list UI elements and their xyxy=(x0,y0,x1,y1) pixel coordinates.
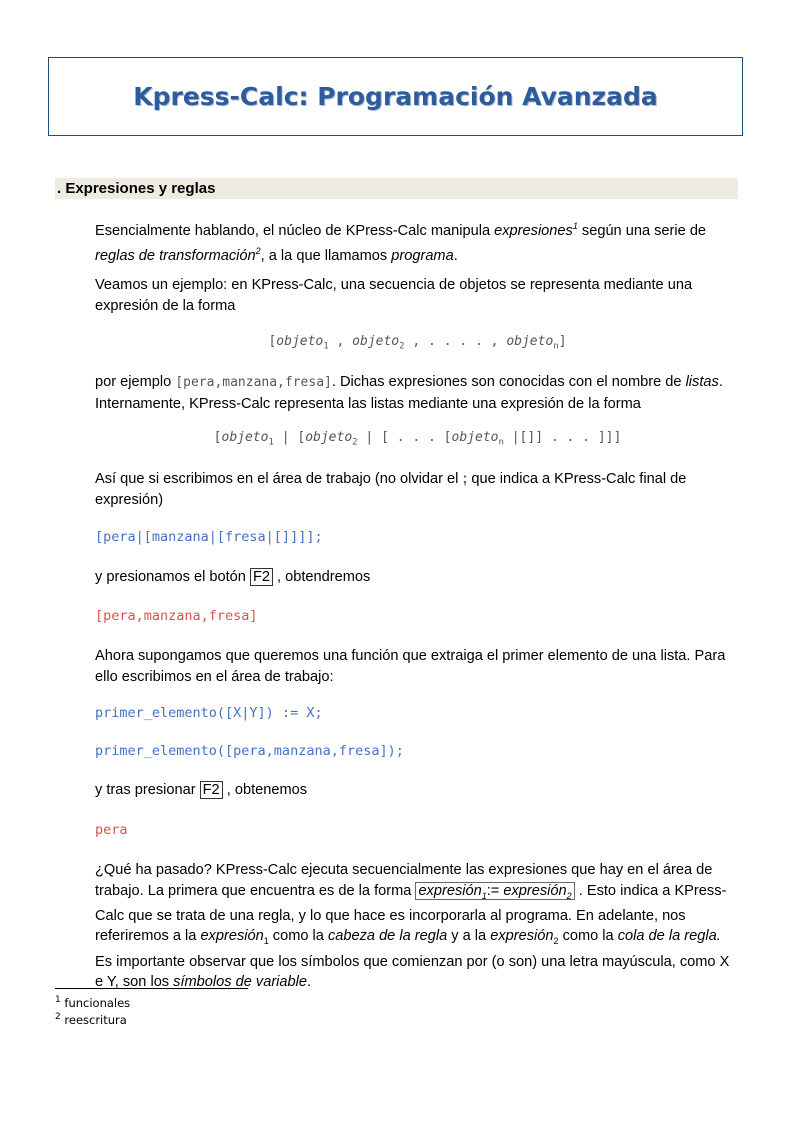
subscript: n xyxy=(553,341,559,352)
text: | [ . . . [ xyxy=(357,430,452,445)
paragraph-press xyxy=(95,567,740,588)
footnote-2 xyxy=(55,1012,127,1027)
text: ] xyxy=(558,334,567,349)
text: ¿Qué ha pasado? KPress-Calc ejecuta secuencialmente las expresiones que hay en el área de trabajo. La primera que encuentra es de la forma xyxy=(95,862,713,899)
footnote-number: 2 xyxy=(55,1012,61,1022)
paragraph-intro xyxy=(95,216,740,267)
text: cabeza de la regla xyxy=(327,928,448,945)
text: símbolos de variable xyxy=(173,974,308,991)
paragraph-workspace xyxy=(95,469,740,510)
paragraph-press-again xyxy=(95,780,740,801)
section-heading: . Expresiones y reglas xyxy=(55,178,738,199)
text: | [ xyxy=(273,430,306,445)
formula-internal xyxy=(95,430,740,448)
text: listas xyxy=(685,374,719,390)
subscript: 2 xyxy=(553,936,559,947)
paragraph-lists xyxy=(95,372,740,414)
text: reglas de transformación xyxy=(95,248,256,265)
paragraph-explanation xyxy=(95,860,740,993)
text: , obtenemos xyxy=(222,782,308,798)
text: objeto xyxy=(276,334,324,349)
text: y presionamos el botón xyxy=(95,569,250,585)
text: . Internamente, KPress-Calc representa las listas mediante una expresión de la forma xyxy=(95,374,723,412)
text: , . . . . , xyxy=(404,334,507,349)
code-output-result: pera xyxy=(95,822,128,838)
text: como la xyxy=(268,928,328,945)
text: y a la xyxy=(447,928,491,945)
formula-list xyxy=(95,334,740,352)
subscript: 1 xyxy=(323,341,329,352)
text: . xyxy=(307,974,312,991)
code-input-list: [pera|[manzana|[fresa|[]]]]; xyxy=(95,529,323,545)
paragraph-function: Ahora supongamos que queremos una función que extraiga el primer elemento de una lista. Para ello escribimos en el área de trabajo: xyxy=(95,648,726,685)
text: . xyxy=(453,248,458,265)
code-call: primer_elemento([pera,manzana,fresa]); xyxy=(95,743,404,759)
subscript: 1 xyxy=(481,890,487,901)
text: objeto xyxy=(305,430,353,445)
code-rule: primer_elemento([X|Y]) := X; xyxy=(95,705,323,721)
footnote-number: 1 xyxy=(55,995,61,1005)
text: según una serie de xyxy=(577,222,707,239)
subscript: 2 xyxy=(352,437,358,448)
semicolon: ; xyxy=(462,471,468,487)
footnote-ref: 2 xyxy=(255,246,261,257)
text: , obtendremos xyxy=(272,569,371,585)
subscript: 2 xyxy=(566,890,572,901)
footnote-separator xyxy=(55,988,248,989)
text: [ xyxy=(268,334,277,349)
text: [ xyxy=(213,430,222,445)
text: . Dichas expresiones son conocidas con el nombre de xyxy=(331,374,686,390)
title-box xyxy=(48,57,743,136)
text: cola de la regla. xyxy=(617,928,721,945)
footnote-text: reescritura xyxy=(60,1012,127,1027)
inline-code: [pera,manzana,fresa] xyxy=(175,375,332,390)
text: |[]] . . . ]]] xyxy=(503,430,622,445)
footnote-1 xyxy=(55,995,130,1010)
text: programa xyxy=(391,248,454,265)
footnote-ref: 1 xyxy=(572,221,578,231)
rule-form-box xyxy=(415,882,574,900)
text: expresiones xyxy=(494,222,573,239)
subscript: n xyxy=(498,437,504,448)
footnote-text: funcionales xyxy=(60,995,131,1010)
text: expresión xyxy=(503,882,567,899)
f2-key: F2 xyxy=(200,781,223,799)
text: y tras presionar xyxy=(95,782,200,798)
text: expresión xyxy=(418,882,482,899)
text: como la xyxy=(558,928,618,945)
text: expresión xyxy=(200,928,264,945)
page-title: Kpress-Calc: Programación Avanzada xyxy=(133,82,658,111)
text: , xyxy=(328,334,353,349)
text: que indica a KPress-Calc final de expresión) xyxy=(95,471,687,508)
text: Es importante observar que los símbolos que comienzan por (o son) una letra mayúscula, como X e Y, son los xyxy=(95,953,730,991)
text: objeto xyxy=(451,430,499,445)
subscript: 1 xyxy=(263,936,269,947)
code-output-list: [pera,manzana,fresa] xyxy=(95,608,258,624)
f2-key: F2 xyxy=(250,568,273,586)
text: := xyxy=(486,882,504,899)
subscript: 1 xyxy=(268,437,274,448)
text: objeto xyxy=(221,430,269,445)
subscript: 2 xyxy=(399,341,405,352)
text: Así que si escribimos en el área de trabajo (no olvidar el xyxy=(95,471,463,487)
paragraph-example: Veamos un ejemplo: en KPress-Calc, una secuencia de objetos se representa mediante una expresión de la forma xyxy=(95,277,693,314)
text: expresión xyxy=(490,928,554,945)
text: objeto xyxy=(352,334,400,349)
text: . Esto indica a KPress-Calc que se trata de una regla, y lo que hace es incorporarla al programa. En adelante, nos referiremos a la xyxy=(95,882,727,945)
text: por ejemplo xyxy=(95,374,176,390)
text: , a la que llamamos xyxy=(260,248,392,265)
text: objeto xyxy=(506,334,554,349)
text: Esencialmente hablando, el núcleo de KPress-Calc manipula xyxy=(95,222,495,239)
